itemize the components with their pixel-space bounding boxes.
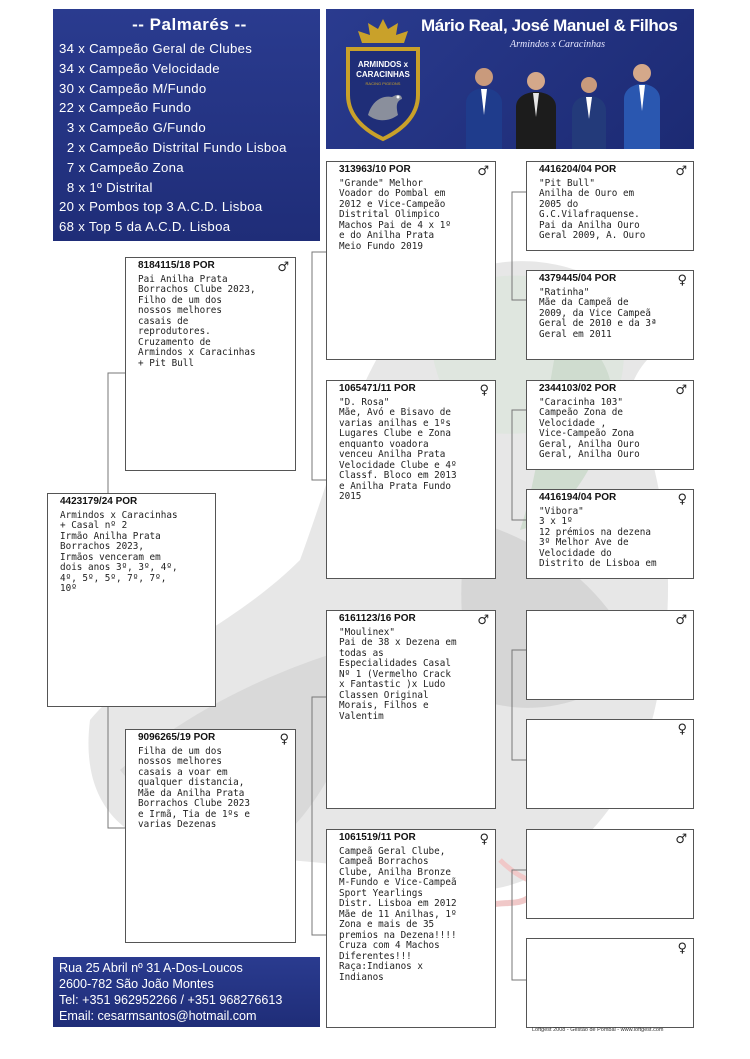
loft-header xyxy=(326,9,694,149)
pedigree-box-sire xyxy=(125,257,296,471)
bird-description: "Pit Bull" Anilha de Ouro em 2005 do G.C.Vilafraquense. Pai da Anilha Ouro Geral 2009, A. Ouro xyxy=(539,177,646,241)
address-line: 2600-782 São João Montes xyxy=(59,977,214,991)
female-icon: ♀ xyxy=(279,732,289,747)
loft-owners-title: Mário Real, José Manuel & Filhos xyxy=(421,16,678,35)
ring-number: 9096265/19 POR xyxy=(138,732,216,743)
bird-description: Campeã Geral Clube, Campeã Borrachos Clube, Anilha Bronze M-Fundo e Vice-Campeã Sport Yearlings Distr. Lisboa em 2012 Mãe de 11 Anilhas, 1º Zona e mais de 35 premios na Dezena!!!! Cruza com 4 Machos Diferentes!!! Raça:Indianos x Indianos xyxy=(339,845,457,983)
male-icon: ♂ xyxy=(477,164,489,179)
pedigree-box-dam xyxy=(125,729,296,943)
male-icon: ♂ xyxy=(675,832,687,847)
palmares-item: 2 x Campeão Distrital Fundo Lisboa xyxy=(59,139,287,155)
pedigree-box-ssd xyxy=(526,270,694,360)
palmares-title: -- Palmarés -- xyxy=(132,15,247,34)
pedigree-box-sire-sire xyxy=(326,161,496,360)
palmares-item: 8 x 1º Distrital xyxy=(59,179,153,195)
pedigree-box-main xyxy=(47,493,216,707)
ring-number: 313963/10 POR xyxy=(339,164,411,175)
female-icon: ♀ xyxy=(479,832,489,847)
pedigree-box-sdd xyxy=(526,489,694,579)
bird-description: Pai Anilha Prata Borrachos Clube 2023, Filho de um dos nossos melhores casais de reprodutores. Cruzamento de Armindos x Caracinhas + Pit Bull xyxy=(138,273,256,369)
bird-description: "Vibora" 3 x 1º 12 prémios na dezena 3º Melhor Ave de Velocidade do Distrito de Lisboa em xyxy=(539,505,657,569)
palmares-item: 22 x Campeão Fundo xyxy=(59,100,192,116)
software-credit: Loftgest 2008 - Gestão de Pombal - www.loftgest.com xyxy=(532,1027,664,1033)
logo-text-line1: ARMINDOS x xyxy=(357,60,409,69)
ring-number: 4423179/24 POR xyxy=(60,496,138,507)
pedigree-box-dam-sire xyxy=(326,610,496,809)
palmares-panel xyxy=(53,9,320,241)
ring-number: 4416204/04 POR xyxy=(539,164,617,175)
owners-photo xyxy=(454,55,690,149)
ring-number: 8184115/18 POR xyxy=(138,260,215,271)
male-icon: ♂ xyxy=(477,613,489,628)
pedigree-box-dsd xyxy=(526,719,694,809)
male-icon: ♂ xyxy=(675,383,687,398)
female-icon: ♀ xyxy=(677,492,687,507)
pedigree-box-sss xyxy=(526,161,694,251)
logo-text-line3: RACING PIGEONS xyxy=(365,81,401,86)
bird-description: Filha de um dos nossos melhores casais a voar em qualquer distancia, Mãe da Anilha Prata Borrachos Clube 2023 e Irmã, Tia de 1ºs e varias Dezenas xyxy=(138,745,250,830)
male-icon: ♂ xyxy=(277,260,289,275)
ring-number: 4379445/04 POR xyxy=(539,273,617,284)
pedigree-box-dds xyxy=(526,829,694,919)
pedigree-box-dss xyxy=(526,610,694,700)
loft-logo-shield-icon xyxy=(338,15,428,143)
ring-number: 4416194/04 POR xyxy=(539,492,617,503)
female-icon: ♀ xyxy=(479,383,489,398)
male-icon: ♂ xyxy=(675,164,687,179)
bird-description: "Grande" Melhor Voador do Pombal em 2012 e Vice-Campeão Distrital Olimpico Machos Pai de 4 x 1º e do Anilha Prata Meio Fundo 2019 xyxy=(339,177,451,252)
female-icon: ♀ xyxy=(677,722,687,737)
ring-number: 1065471/11 POR xyxy=(339,383,416,394)
loft-strain-subtitle: Armindos x Caracinhas xyxy=(510,39,605,50)
bird-description: Armindos x Caracinhas + Casal nº 2 Irmão Anilha Prata Borrachos 2023, Irmãos venceram em dois anos 3º, 3º, 4º, 4º, 5º, 5º, 7º, 7º, 10º xyxy=(60,509,178,594)
female-icon: ♀ xyxy=(677,941,687,956)
bird-description: "D. Rosa" Mãe, Avó e Bisavo de varias anilhas e 1ºs Lugares Clube e Zona enquanto voadora venceu Anilha Prata Velocidade Clube e 4º Classf. Bloco em 2013 e Anilha Prata Fundo 2015 xyxy=(339,396,457,502)
palmares-item: 30 x Campeão M/Fundo xyxy=(59,80,207,96)
male-icon: ♂ xyxy=(675,613,687,628)
email-line: Email: cesarmsantos@hotmail.com xyxy=(59,1009,257,1023)
contact-panel xyxy=(53,957,320,1027)
bird-description: "Caracinha 103" Campeão Zona de Velocidade , Vice-Campeão Zona Geral, Anilha Ouro Geral, Anilha Ouro xyxy=(539,396,640,460)
palmares-item: 34 x Campeão Geral de Clubes xyxy=(59,41,253,56)
palmares-item: 7 x Campeão Zona xyxy=(59,159,184,175)
palmares-item: 20 x Pombos top 3 A.C.D. Lisboa xyxy=(59,199,263,215)
pedigree-box-sds xyxy=(526,380,694,470)
palmares-item: 68 x Top 5 da A.C.D. Lisboa xyxy=(59,219,231,235)
bird-description: "Moulinex" Pai de 38 x Dezena em todas as Especialidades Casal Nº 1 (Vermelho Crack x Fantastic )x Ludo Classen Original Morais, Filhos e Valentim xyxy=(339,626,457,722)
bird-description: "Ratinha" Mãe da Campeã de 2009, da Vice Campeã Geral de 2010 e da 3ª Geral em 2011 xyxy=(539,286,657,340)
pedigree-box-dam-dam xyxy=(326,829,496,1028)
palmares-item: 34 x Campeão Velocidade xyxy=(59,60,220,76)
ring-number: 1061519/11 POR xyxy=(339,832,416,843)
logo-text-line2: CARACINHAS xyxy=(356,70,410,79)
palmares-item: 3 x Campeão G/Fundo xyxy=(59,120,207,136)
pedigree-box-sire-dam xyxy=(326,380,496,579)
pedigree-box-ddd xyxy=(526,938,694,1028)
ring-number: 2344103/02 POR xyxy=(539,383,617,394)
female-icon: ♀ xyxy=(677,273,687,288)
address-line: Rua 25 Abril nº 31 A-Dos-Loucos xyxy=(59,961,243,975)
phone-line: Tel: +351 962952266 / +351 968276613 xyxy=(59,993,283,1007)
ring-number: 6161123/16 POR xyxy=(339,613,416,624)
